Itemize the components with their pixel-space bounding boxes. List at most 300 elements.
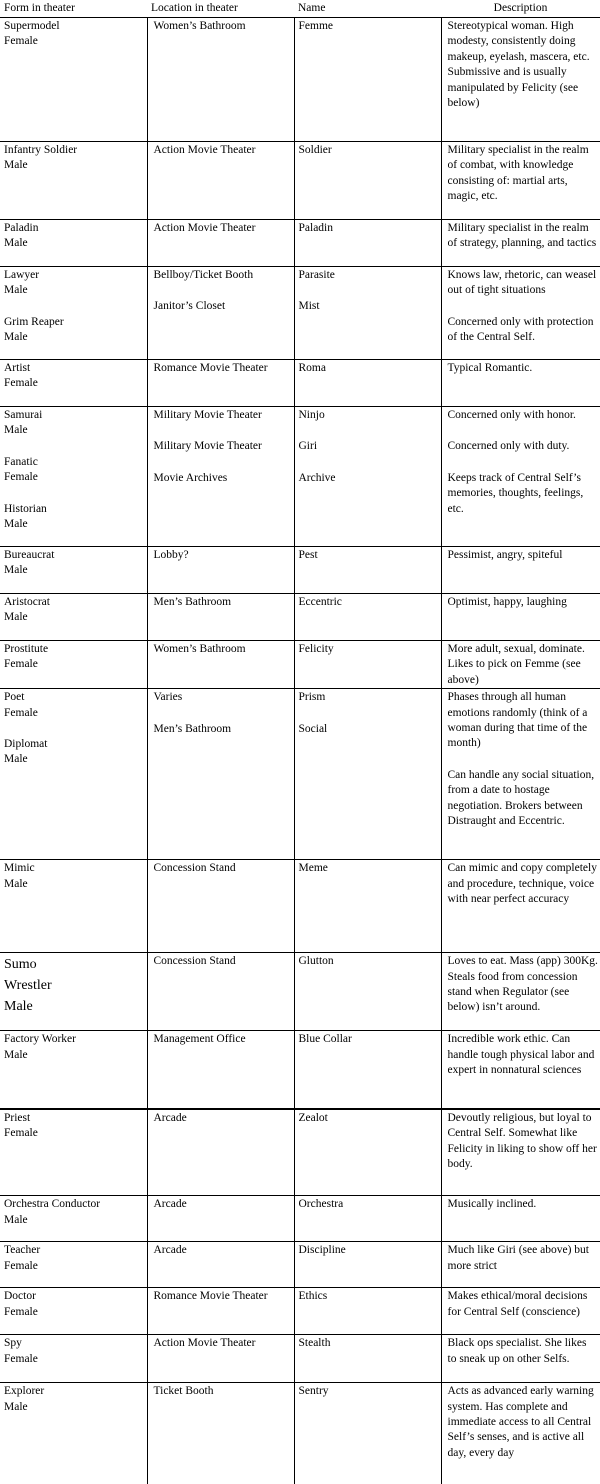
name-label: Paladin bbox=[298, 222, 333, 234]
name-label: Social bbox=[298, 722, 328, 735]
cell-form bbox=[0, 360, 147, 407]
location-label: Military Movie Theater bbox=[153, 409, 262, 421]
cell-name bbox=[294, 1031, 441, 1109]
cell-location bbox=[147, 641, 294, 689]
cell-location bbox=[147, 860, 294, 953]
sex-label: Male bbox=[4, 999, 33, 1015]
entry-location bbox=[154, 19, 292, 34]
cell-location bbox=[147, 142, 294, 220]
description-text: Concerned only with protection of the Central Self. bbox=[447, 315, 594, 344]
entry-description bbox=[448, 595, 599, 610]
entry-location bbox=[154, 595, 292, 610]
name-label: Archive bbox=[298, 471, 336, 484]
table-row bbox=[0, 1288, 600, 1335]
cell-form bbox=[0, 953, 147, 1031]
header-form: Form in theater bbox=[4, 2, 75, 14]
description-text: Stereotypical woman. High modesty, consistently doing makeup, eyelash, mascera, etc. Submissive and is usually manipulated by Felicity (see below) bbox=[447, 20, 590, 110]
sex-label: Female bbox=[4, 377, 38, 390]
entry-name bbox=[299, 221, 439, 236]
table-row bbox=[0, 594, 600, 641]
cell-location bbox=[147, 547, 294, 594]
form-label: Fanatic bbox=[4, 455, 38, 468]
table-row bbox=[0, 407, 600, 547]
sex-label: Male bbox=[4, 237, 28, 250]
name-label: Felicity bbox=[298, 643, 334, 655]
entry-location bbox=[154, 1111, 292, 1126]
cell-name bbox=[294, 407, 441, 547]
table-row bbox=[0, 860, 600, 953]
cell-name bbox=[294, 1383, 441, 1484]
cell-form bbox=[0, 689, 147, 860]
cell-location bbox=[147, 1109, 294, 1196]
table-row bbox=[0, 18, 600, 142]
cell-name bbox=[294, 18, 441, 142]
location-label: Action Movie Theater bbox=[153, 1337, 256, 1350]
entry-form bbox=[4, 1243, 145, 1274]
cell-description bbox=[441, 1109, 600, 1196]
entry-location bbox=[154, 1336, 292, 1351]
form-label: Paladin bbox=[4, 222, 39, 234]
entry-location bbox=[154, 954, 292, 969]
location-label: Bellboy/Ticket Booth bbox=[153, 269, 254, 281]
location-label: Concession Stand bbox=[153, 862, 236, 875]
cell-name bbox=[294, 267, 441, 360]
entry-form bbox=[4, 1336, 145, 1367]
cell-description bbox=[441, 18, 600, 142]
location-label: Military Movie Theater bbox=[153, 440, 262, 453]
cell-description bbox=[441, 142, 600, 220]
entry-description bbox=[448, 1289, 599, 1320]
entry-name bbox=[299, 1197, 439, 1212]
name-label: Sentry bbox=[298, 1385, 329, 1398]
name-label: Ethics bbox=[298, 1290, 328, 1303]
entry-form bbox=[4, 861, 145, 892]
cell-description bbox=[441, 953, 600, 1031]
form-label: Doctor bbox=[4, 1290, 36, 1303]
sex-label: Female bbox=[4, 658, 38, 671]
entry-location bbox=[154, 361, 292, 376]
sex-label: Female bbox=[4, 1127, 38, 1140]
location-label: Ticket Booth bbox=[153, 1385, 214, 1398]
description-text: Black ops specialist. She likes to sneak up on other Selfs. bbox=[447, 1337, 587, 1365]
entry-name bbox=[299, 642, 439, 657]
entry-form bbox=[4, 315, 145, 346]
cell-location bbox=[147, 18, 294, 142]
sex-label: Male bbox=[4, 331, 28, 344]
entry-description bbox=[448, 19, 599, 111]
location-label: Action Movie Theater bbox=[153, 144, 256, 156]
location-label: Action Movie Theater bbox=[153, 222, 256, 234]
entry-form bbox=[4, 1384, 145, 1415]
location-label: Janitor’s Closet bbox=[153, 300, 226, 313]
table-row bbox=[0, 1109, 600, 1196]
form-label: Spy bbox=[4, 1337, 22, 1350]
entry-description bbox=[448, 1336, 599, 1367]
name-label: Ninjo bbox=[298, 409, 325, 421]
entry-description bbox=[448, 690, 599, 752]
name-label: Blue Collar bbox=[298, 1033, 352, 1046]
cell-location bbox=[147, 267, 294, 360]
form-label: Poet bbox=[4, 691, 25, 704]
table-row bbox=[0, 953, 600, 1031]
form-label: Samurai bbox=[4, 409, 43, 421]
cell-location bbox=[147, 1288, 294, 1335]
entry-location bbox=[154, 1032, 292, 1047]
cell-name bbox=[294, 689, 441, 860]
table-row bbox=[0, 689, 600, 860]
cell-location bbox=[147, 407, 294, 547]
location-label: Men’s Bathroom bbox=[153, 596, 232, 608]
entry-name bbox=[299, 722, 439, 737]
entry-location bbox=[154, 221, 292, 236]
form-label: Lawyer bbox=[4, 269, 40, 281]
table-row bbox=[0, 547, 600, 594]
entry-location bbox=[154, 1197, 292, 1212]
description-text: Keeps track of Central Self’s memories, thoughts, feelings, etc. bbox=[447, 471, 584, 515]
cell-form bbox=[0, 641, 147, 689]
cell-form bbox=[0, 267, 147, 360]
table-row bbox=[0, 142, 600, 220]
cell-form bbox=[0, 1383, 147, 1484]
cell-description bbox=[441, 1196, 600, 1242]
cell-name bbox=[294, 594, 441, 641]
entry-location bbox=[154, 861, 292, 876]
cell-form bbox=[0, 1288, 147, 1335]
entry-form bbox=[4, 548, 145, 579]
entry-form bbox=[4, 1197, 145, 1228]
entry-description bbox=[448, 268, 599, 299]
name-label: Eccentric bbox=[298, 596, 342, 608]
cell-location bbox=[147, 1196, 294, 1242]
sex-label: Female bbox=[4, 706, 38, 719]
entry-location bbox=[154, 471, 292, 486]
description-text: Devoutly religious, but loyal to Central Self. Somewhat like Felicity in liking to show off her body. bbox=[447, 1111, 597, 1170]
cell-description bbox=[441, 594, 600, 641]
entry-form bbox=[4, 690, 145, 721]
entry-form bbox=[4, 642, 145, 673]
cell-description bbox=[441, 220, 600, 267]
entry-name bbox=[299, 1111, 439, 1126]
form-label: Bureaucrat bbox=[4, 549, 55, 561]
entry-name bbox=[299, 1384, 439, 1399]
cell-description bbox=[441, 689, 600, 860]
entry-description bbox=[448, 861, 599, 907]
form-label: Sumo Wrestler bbox=[4, 957, 52, 994]
table-row bbox=[0, 1335, 600, 1383]
entry-name bbox=[299, 439, 439, 454]
cell-form bbox=[0, 142, 147, 220]
entry-name bbox=[299, 143, 439, 158]
name-label: Soldier bbox=[298, 144, 332, 156]
location-label: Arcade bbox=[153, 1111, 187, 1124]
entry-description bbox=[448, 1032, 599, 1078]
header-name: Name bbox=[298, 2, 326, 14]
cell-location bbox=[147, 689, 294, 860]
form-label: Aristocrat bbox=[4, 596, 50, 608]
entry-location bbox=[154, 299, 292, 314]
form-label: Historian bbox=[4, 502, 47, 515]
entry-form bbox=[4, 502, 145, 533]
cell-location bbox=[147, 594, 294, 641]
cell-name bbox=[294, 142, 441, 220]
entry-form bbox=[4, 1289, 145, 1320]
location-label: Concession Stand bbox=[153, 955, 236, 968]
cell-name bbox=[294, 860, 441, 953]
location-label: Women’s Bathroom bbox=[153, 20, 246, 32]
entry-location bbox=[154, 1289, 292, 1304]
description-text: Can mimic and copy completely and procedure, technique, voice with near perfect accuracy bbox=[447, 862, 597, 906]
description-text: Military specialist in the realm of strategy, planning, and tactics bbox=[447, 222, 597, 250]
entry-name bbox=[299, 19, 439, 34]
description-text: Incredible work ethic. Can handle tough physical labor and expert in nonnatural sciences bbox=[447, 1033, 595, 1077]
sex-label: Male bbox=[4, 1048, 28, 1061]
cell-form bbox=[0, 594, 147, 641]
sex-label: Female bbox=[4, 35, 38, 48]
cell-description bbox=[441, 1288, 600, 1335]
header-description: Description bbox=[493, 2, 548, 14]
cell-location bbox=[147, 953, 294, 1031]
description-text: Phases through all human emotions randomly (think of a woman during that time of the month) bbox=[447, 691, 588, 750]
entry-form bbox=[4, 737, 145, 768]
cell-description bbox=[441, 267, 600, 360]
form-label: Explorer bbox=[4, 1385, 45, 1398]
table-body bbox=[0, 18, 600, 1484]
cell-form bbox=[0, 1031, 147, 1109]
table-row bbox=[0, 1242, 600, 1288]
table-row bbox=[0, 641, 600, 689]
table-row bbox=[0, 360, 600, 407]
table-row bbox=[0, 220, 600, 267]
cell-name bbox=[294, 547, 441, 594]
entry-form bbox=[4, 1032, 145, 1063]
entry-description bbox=[448, 315, 599, 346]
form-label: Supermodel bbox=[4, 20, 60, 32]
cell-form bbox=[0, 220, 147, 267]
location-label: Arcade bbox=[153, 1198, 187, 1211]
sex-label: Female bbox=[4, 471, 38, 484]
entry-description bbox=[448, 1384, 599, 1461]
cell-name bbox=[294, 1242, 441, 1288]
entry-description bbox=[448, 408, 599, 423]
entry-form bbox=[4, 408, 145, 439]
form-label: Teacher bbox=[4, 1244, 41, 1257]
entry-location bbox=[154, 642, 292, 657]
cell-name bbox=[294, 1196, 441, 1242]
entry-location bbox=[154, 1243, 292, 1258]
name-label: Mist bbox=[298, 300, 320, 313]
name-label: Giri bbox=[298, 440, 318, 453]
entry-form bbox=[4, 361, 145, 392]
entry-description bbox=[448, 1243, 599, 1274]
cell-description bbox=[441, 1031, 600, 1109]
form-label: Orchestra Conductor bbox=[4, 1198, 101, 1211]
name-label: Discipline bbox=[298, 1244, 346, 1257]
cell-name bbox=[294, 641, 441, 689]
entry-name bbox=[299, 1336, 439, 1351]
entry-form bbox=[4, 455, 145, 486]
entry-location bbox=[154, 548, 292, 563]
name-label: Stealth bbox=[298, 1337, 331, 1350]
location-label: Lobby? bbox=[153, 549, 189, 561]
sex-label: Female bbox=[4, 1352, 38, 1365]
cell-description bbox=[441, 860, 600, 953]
entry-name bbox=[299, 595, 439, 610]
sex-label: Male bbox=[4, 1400, 28, 1413]
entry-location bbox=[154, 143, 292, 158]
location-label: Movie Archives bbox=[153, 471, 228, 484]
entry-name bbox=[299, 1289, 439, 1304]
cell-form bbox=[0, 547, 147, 594]
entry-name bbox=[299, 471, 439, 486]
entry-description bbox=[448, 143, 599, 205]
form-label: Infantry Soldier bbox=[4, 144, 78, 156]
entry-location bbox=[154, 722, 292, 737]
entry-name bbox=[299, 408, 439, 423]
description-text: Knows law, rhetoric, can weasel out of tight situations bbox=[447, 269, 597, 297]
entry-location bbox=[154, 690, 292, 705]
name-label: Roma bbox=[298, 362, 326, 374]
cell-form bbox=[0, 1109, 147, 1196]
sex-label: Male bbox=[4, 424, 28, 437]
form-label: Artist bbox=[4, 362, 31, 374]
cell-description bbox=[441, 407, 600, 547]
sex-label: Male bbox=[4, 877, 28, 890]
entry-description bbox=[448, 1111, 599, 1173]
table-row bbox=[0, 267, 600, 360]
entry-description bbox=[448, 361, 599, 376]
cell-name bbox=[294, 1109, 441, 1196]
entry-name bbox=[299, 548, 439, 563]
location-label: Romance Movie Theater bbox=[153, 362, 268, 374]
description-text: Typical Romantic. bbox=[447, 362, 533, 374]
name-label: Zealot bbox=[298, 1111, 328, 1124]
cell-name bbox=[294, 953, 441, 1031]
entry-name bbox=[299, 690, 439, 705]
table-row bbox=[0, 1196, 600, 1242]
sex-label: Male bbox=[4, 518, 28, 531]
entry-form bbox=[4, 1111, 145, 1142]
cell-form bbox=[0, 1335, 147, 1383]
cell-location bbox=[147, 360, 294, 407]
entry-location bbox=[154, 439, 292, 454]
entry-name bbox=[299, 954, 439, 969]
entry-form bbox=[4, 221, 145, 252]
cell-form bbox=[0, 860, 147, 953]
cell-name bbox=[294, 1335, 441, 1383]
description-text: Can handle any social situation, from a date to hostage negotiation. Brokers between Distraught and Eccentric. bbox=[447, 768, 595, 828]
cell-description bbox=[441, 1335, 600, 1383]
description-text: Musically inclined. bbox=[447, 1198, 537, 1211]
sex-label: Male bbox=[4, 753, 28, 766]
entry-description bbox=[448, 548, 599, 563]
sex-label: Male bbox=[4, 1213, 28, 1226]
sex-label: Male bbox=[4, 564, 28, 577]
location-label: Varies bbox=[153, 691, 183, 704]
cell-location bbox=[147, 1031, 294, 1109]
form-label: Factory Worker bbox=[4, 1033, 76, 1046]
cell-form bbox=[0, 18, 147, 142]
entry-name bbox=[299, 1243, 439, 1258]
entry-description bbox=[448, 1197, 599, 1212]
cell-description bbox=[441, 360, 600, 407]
location-label: Women’s Bathroom bbox=[153, 643, 246, 655]
entry-form bbox=[4, 268, 145, 299]
description-text: Loves to eat. Mass (app) 300Kg. Steals food from concession stand when Regulator (see below) isn’t around. bbox=[447, 955, 598, 1014]
cell-location bbox=[147, 1383, 294, 1484]
sex-label: Male bbox=[4, 611, 28, 624]
entry-description bbox=[448, 954, 599, 1016]
name-label: Orchestra bbox=[298, 1198, 344, 1211]
description-text: Military specialist in the realm of combat, with knowledge consisting of: martial arts, magic, etc. bbox=[447, 144, 589, 203]
cell-form bbox=[0, 1242, 147, 1288]
sex-label: Female bbox=[4, 1259, 38, 1272]
name-label: Glutton bbox=[298, 955, 334, 968]
table-row bbox=[0, 1031, 600, 1109]
entry-location bbox=[154, 1384, 292, 1399]
entry-description bbox=[448, 439, 599, 454]
location-label: Management Office bbox=[153, 1033, 246, 1046]
entry-form bbox=[4, 595, 145, 626]
entry-name bbox=[299, 861, 439, 876]
description-text: Pessimist, angry, spiteful bbox=[447, 549, 563, 561]
location-label: Arcade bbox=[153, 1244, 187, 1257]
form-label: Mimic bbox=[4, 862, 35, 875]
cell-location bbox=[147, 220, 294, 267]
entry-form bbox=[4, 19, 145, 50]
entry-description bbox=[448, 471, 599, 517]
description-text: Makes ethical/moral decisions for Central Self (conscience) bbox=[447, 1290, 588, 1318]
sex-label: Male bbox=[4, 284, 28, 297]
entry-description bbox=[448, 221, 599, 252]
entry-name bbox=[299, 268, 439, 283]
cell-description bbox=[441, 547, 600, 594]
description-text: Optimist, happy, laughing bbox=[447, 596, 567, 608]
entry-description bbox=[448, 768, 599, 830]
description-text: Much like Giri (see above) but more strict bbox=[447, 1244, 589, 1272]
cell-description bbox=[441, 641, 600, 689]
table-header-row bbox=[0, 0, 600, 18]
form-label: Prostitute bbox=[4, 643, 49, 655]
name-label: Pest bbox=[298, 549, 318, 561]
cell-form bbox=[0, 1196, 147, 1242]
description-text: Concerned only with honor. bbox=[447, 409, 576, 421]
table-row bbox=[0, 1383, 600, 1484]
location-label: Men’s Bathroom bbox=[153, 722, 232, 735]
cell-form bbox=[0, 407, 147, 547]
entry-description bbox=[448, 642, 599, 688]
form-label: Grim Reaper bbox=[4, 315, 64, 328]
sex-label: Male bbox=[4, 159, 28, 172]
name-label: Parasite bbox=[298, 269, 335, 281]
description-text: Acts as advanced early warning system. Has complete and immediate access to all Central Self’s senses, and is active all day, every day bbox=[447, 1385, 594, 1459]
name-label: Femme bbox=[298, 20, 333, 32]
sex-label: Female bbox=[4, 1305, 38, 1318]
description-text: Concerned only with duty. bbox=[447, 440, 570, 453]
cell-name bbox=[294, 1288, 441, 1335]
entry-name bbox=[299, 1032, 439, 1047]
entry-name bbox=[299, 361, 439, 376]
entry-name bbox=[299, 299, 439, 314]
name-label: Meme bbox=[298, 862, 328, 875]
cell-name bbox=[294, 360, 441, 407]
cell-location bbox=[147, 1242, 294, 1288]
form-label: Priest bbox=[4, 1111, 31, 1124]
header-location: Location in theater bbox=[151, 2, 238, 14]
entry-form bbox=[4, 143, 145, 174]
name-label: Prism bbox=[298, 691, 326, 704]
entry-form bbox=[4, 954, 145, 1017]
cell-name bbox=[294, 220, 441, 267]
